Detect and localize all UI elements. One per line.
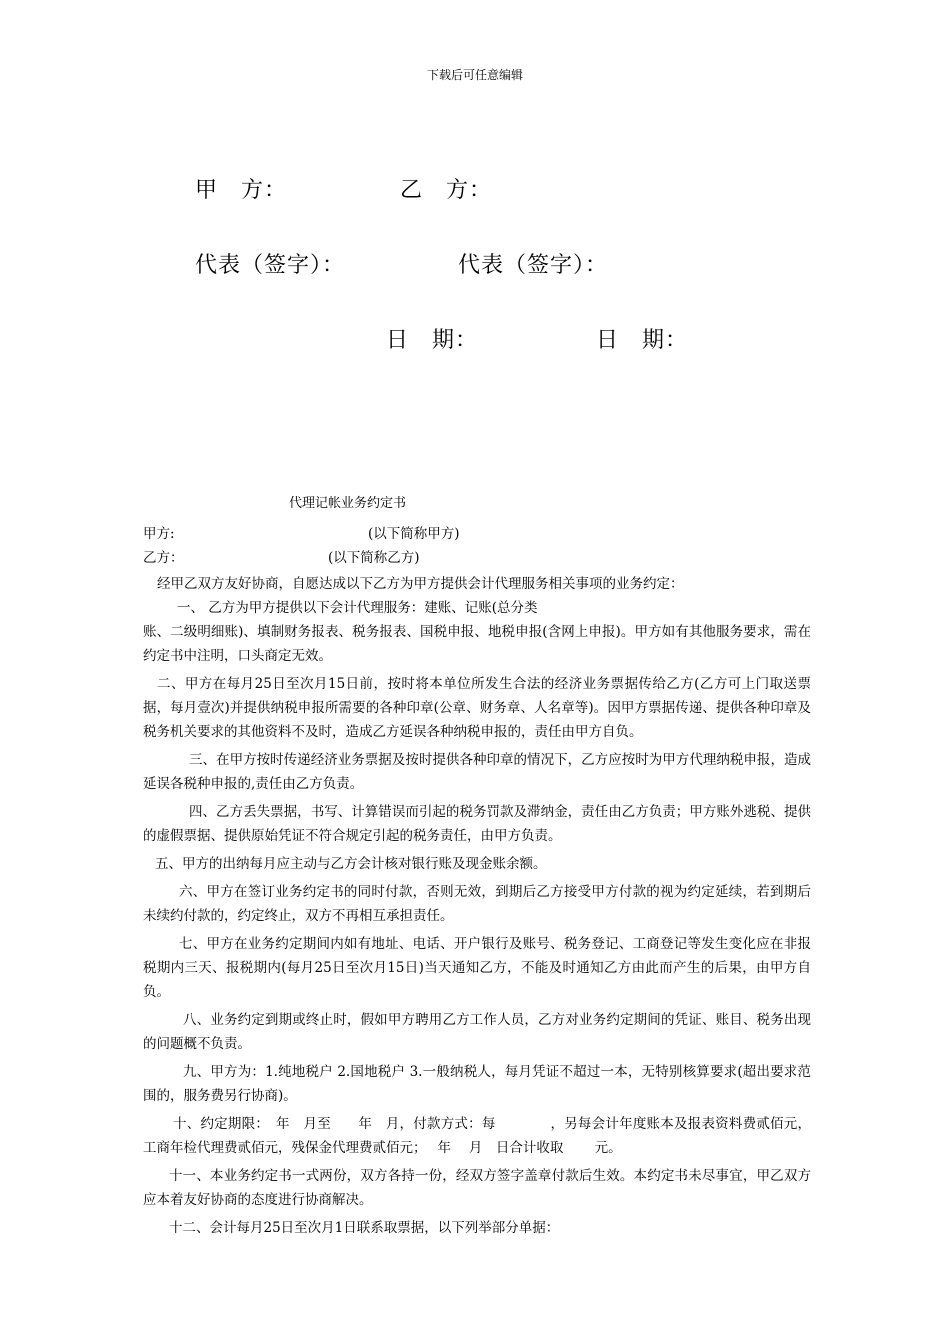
intro-paragraph: 经甲乙双方友好协商，自愿达成以下乙方为甲方提供会计代理服务相关事项的业务约定： bbox=[157, 576, 684, 592]
party-a-signature-label: 甲 方： bbox=[195, 178, 288, 203]
party-b-signature-label: 乙 方： bbox=[400, 178, 493, 203]
contract-body bbox=[143, 572, 811, 1240]
clause-10: 十、约定期限： 年 月至 年 月，付款方式：每 ，另每会计年度账本及报表资料费贰佰元，工商年检代理费贰佰元，残保金代理费贰佰元； 年 月 日合计收取 元。 bbox=[143, 1116, 811, 1156]
party-a-label: 甲方: bbox=[143, 526, 175, 542]
clause-3: 三、在甲方按时传递经济业务票据及按时提供各种印章的情况下，乙方应按时为甲方代理纳税申报，造成延误各税种申报的,责任由乙方负责。 bbox=[143, 752, 811, 792]
party-a-date-label: 日 期： bbox=[386, 328, 479, 353]
clause-11: 十一、本业务约定书一式两份，双方各持一份，经双方签字盖章付款后生效。本约定书未尽事宜，甲乙双方应本着友好协商的态度进行协商解决。 bbox=[143, 1168, 811, 1208]
party-b-rep-label: 代表（签字）： bbox=[458, 253, 609, 278]
document-title: 代理记帐业务约定书 bbox=[289, 496, 407, 511]
clause-1-line-1: 一、 乙方为甲方提供以下会计代理服务：建账、记账(总分类 bbox=[177, 600, 538, 616]
clause-8: 八、业务约定到期或终止时，假如甲方聘用乙方工作人员，乙方对业务约定期间的凭证、账目、税务出现的问题概不负责。 bbox=[143, 1012, 811, 1052]
party-b-note: (以下简称乙方) bbox=[328, 550, 420, 566]
clause-4: 四、乙方丢失票据，书写、计算错误而引起的税务罚款及滞纳金，责任由乙方负责；甲方账外逃税、提供的虚假票据、提供原始凭证不符合规定引起的税务责任，由甲方负责。 bbox=[143, 804, 811, 844]
clause-6: 六、甲方在签订业务约定书的同时付款，否则无效，到期后乙方接受甲方付款的视为约定延续，若到期后未续约付款的，约定终止，双方不再相互承担责任。 bbox=[143, 884, 811, 924]
party-b-label: 乙方： bbox=[143, 550, 184, 566]
clause-2: 二、甲方在每月25日至次月15日前，按时将本单位所发生合法的经济业务票据传给乙方(乙方可上门取送票据，每月壹次)并提供纳税申报所需要的各种印章(公章、财务章、人名章等)。因甲方票据传递、提供各种印章及税务机关要求的其他资料不及时，造成乙方延误各种纳税申报的，责任由甲方自负。 bbox=[143, 676, 811, 740]
clause-1-continued: 账、二级明细账)、填制财务报表、税务报表、国税申报、地税申报(含网上申报)。甲方如有其他服务要求，需在约定书中注明，口头商定无效。 bbox=[143, 624, 811, 664]
clause-9: 九、甲方为：1.纯地税户 2.国地税户 3.一般纳税人，每月凭证不超过一本，无特别核算要求(超出要求范围的，服务费另行协商)。 bbox=[143, 1064, 811, 1104]
party-b-date-label: 日 期： bbox=[596, 328, 689, 353]
party-a-note: (以下简称甲方) bbox=[368, 526, 460, 542]
clause-7: 七、甲方在业务约定期间内如有地址、电话、开户银行及账号、税务登记、工商登记等发生变化应在非报税期内三天、报税期内(每月25日至次月15日)当天通知乙方，不能及时通知乙方由此而产生的后果，由甲方自负。 bbox=[143, 936, 811, 1000]
header-note: 下载后可任意编辑 bbox=[426, 68, 523, 82]
clause-12: 十二、会计每月25日至次月1日联系取票据，以下列举部分单据： bbox=[169, 1220, 560, 1236]
party-a-rep-label: 代表（签字）： bbox=[195, 253, 346, 278]
clause-5: 五、甲方的出纳每月应主动与乙方会计核对银行账及现金账余额。 bbox=[155, 856, 547, 872]
